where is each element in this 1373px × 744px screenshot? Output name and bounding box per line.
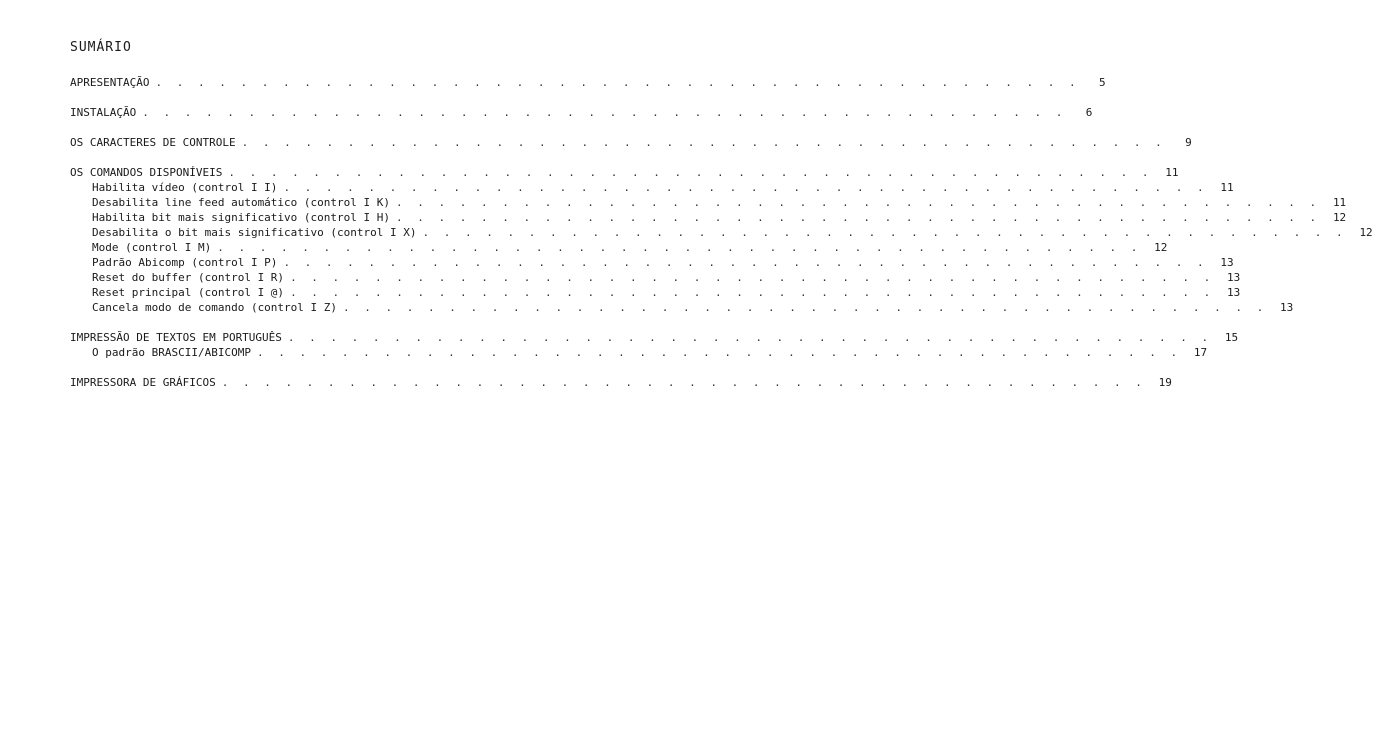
toc-entry-label: OS CARACTERES DE CONTROLE <box>70 136 236 149</box>
leader-dots: . . . . . . . . . . . . . . . . . . . . . . . . . . . . . . . . . . . . . . . . . . . . <box>290 271 1215 284</box>
toc-entry-page: 13 <box>1279 301 1294 314</box>
toc-entry-instalacao <box>70 106 1093 120</box>
toc-entry-label: Desabilita o bit mais significativo (control I X) <box>92 226 417 239</box>
leader-dots: . . . . . . . . . . . . . . . . . . . . . . . . . . . . . . . . . . . . . . . . . . . . <box>241 136 1166 149</box>
toc-subentry-mode <box>92 241 1168 255</box>
toc-entry-label: INSTALAÇÃO <box>70 106 137 119</box>
toc-entry-page: 13 <box>1220 256 1234 269</box>
leader-dots: . . . . . . . . . . . . . . . . . . . . . . . . . . . . . . . . . . . . . . . . . . . . <box>217 241 1142 254</box>
toc-entry-page: 5 <box>1099 76 1106 89</box>
leader-dots: . . . . . . . . . . . . . . . . . . . . . . . . . . . . . . . . . . . . . . . . . . . . <box>422 226 1347 239</box>
leader-dots: . . . . . . . . . . . . . . . . . . . . . . . . . . . . . . . . . . . . . . . . . . . . <box>283 181 1208 194</box>
toc-entry-page: 12 <box>1332 211 1347 224</box>
toc-entry-page: 6 <box>1085 106 1093 119</box>
toc-entry-label: Desabilita line feed automático (control I K) <box>92 196 391 209</box>
toc-entry-label: Mode (control I M) <box>92 241 212 254</box>
toc-subentry-padrao-abicomp <box>92 256 1234 270</box>
leader-dots: . . . . . . . . . . . . . . . . . . . . . . . . . . . . . . . . . . . . . . . . . . . . <box>343 301 1268 314</box>
toc-entry-page: 11 <box>1332 196 1347 209</box>
leader-dots: . . . . . . . . . . . . . . . . . . . . . . . . . . . . . . . . . . . . . . . . . . . . <box>287 331 1213 344</box>
leader-dots: . . . . . . . . . . . . . . . . . . . . . . . . . . . . . . . . . . . . . . . . . . . . <box>396 211 1321 224</box>
toc-entry-label: IMPRESSÃO DE TEXTOS EM PORTUGUÊS <box>70 331 282 344</box>
toc-entry-page: 11 <box>1165 166 1179 179</box>
toc-entry-impressao-textos <box>70 331 1239 345</box>
toc-entry-label: IMPRESSORA DE GRÁFICOS <box>70 376 216 389</box>
leader-dots: . . . . . . . . . . . . . . . . . . . . . . . . . . . . . . . . . . . . . . . . . . . . <box>221 376 1146 389</box>
leader-dots: . . . . . . . . . . . . . . . . . . . . . . . . . . . . . . . . . . . . . . . . . . . . <box>256 346 1182 359</box>
leader-dots: . . . . . . . . . . . . . . . . . . . . . . . . . . . . . . . . . . . . . . . . . . . . <box>142 106 1067 119</box>
toc-entry-label: Cancela modo de comando (control I Z) <box>92 301 338 314</box>
toc-entry-label: Habilita bit mais significativo (control I H) <box>92 211 391 224</box>
toc-entry-impressora-graficos <box>70 376 1172 390</box>
toc-subentry-padrao-brascii <box>92 346 1208 360</box>
leader-dots: . . . . . . . . . . . . . . . . . . . . . . . . . . . . . . . . . . . . . . . . . . . . <box>290 286 1215 299</box>
toc-entry-label: Habilita vídeo (control I I) <box>92 181 278 194</box>
toc-entry-page: 19 <box>1158 376 1172 389</box>
toc-subentry-cancela-modo <box>92 301 1294 315</box>
toc-subentry-habilita-bit <box>92 211 1347 225</box>
toc-entry-comandos-disponiveis <box>70 166 1179 180</box>
leader-dots: . . . . . . . . . . . . . . . . . . . . . . . . . . . . . . . . . . . . . . . . . . . . <box>155 76 1080 89</box>
toc-entry-page: 11 <box>1220 181 1234 194</box>
toc-entry-page: 9 <box>1185 136 1192 149</box>
toc-entry-page: 17 <box>1193 346 1208 359</box>
toc-entry-page: 13 <box>1226 271 1241 284</box>
leader-dots: . . . . . . . . . . . . . . . . . . . . . . . . . . . . . . . . . . . . . . . . . . . . <box>228 166 1153 179</box>
toc-entry-page: 12 <box>1154 241 1168 254</box>
toc-subentry-habilita-video <box>92 181 1234 195</box>
toc-entry-apresentacao <box>70 76 1106 90</box>
toc-entry-label: OS COMANDOS DISPONÍVEIS <box>70 166 223 179</box>
toc-subentry-reset-buffer <box>92 271 1241 285</box>
page-title: SUMÁRIO <box>70 40 132 55</box>
toc-entry-label: APRESENTAÇÃO <box>70 76 150 89</box>
toc-entry-page: 12 <box>1359 226 1373 239</box>
leader-dots: . . . . . . . . . . . . . . . . . . . . . . . . . . . . . . . . . . . . . . . . . . . . <box>396 196 1321 209</box>
toc-entry-label: O padrão BRASCII/ABICOMP <box>92 346 251 359</box>
toc-subentry-reset-principal <box>92 286 1241 300</box>
toc-entry-page: 15 <box>1224 331 1239 344</box>
leader-dots: . . . . . . . . . . . . . . . . . . . . . . . . . . . . . . . . . . . . . . . . . . . . <box>283 256 1208 269</box>
toc-entry-page: 13 <box>1226 286 1241 299</box>
toc-entry-caracteres-de-controle <box>70 136 1192 150</box>
toc-subentry-desabilita-bit <box>92 226 1373 240</box>
toc-entry-label: Padrão Abicomp (control I P) <box>92 256 278 269</box>
toc-subentry-desabilita-line-feed <box>92 196 1347 210</box>
toc-entry-label: Reset principal (control I @) <box>92 286 285 299</box>
toc-entry-label: Reset do buffer (control I R) <box>92 271 285 284</box>
